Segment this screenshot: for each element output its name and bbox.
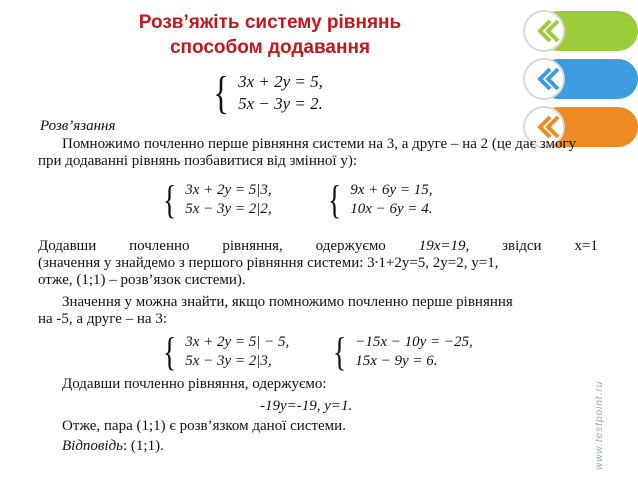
word: 19x=19, bbox=[418, 238, 470, 254]
result-equation: -19y=-19, y=1. bbox=[260, 398, 353, 414]
title-line-2: способом додавання bbox=[169, 37, 371, 58]
paragraph-3-line-1: Значення y можна знайти, якщо помножимо почленно перше рівняння bbox=[62, 294, 513, 310]
word: одержуємо bbox=[315, 238, 386, 254]
system-b-right-eq1: −15x − 10y = −25, bbox=[355, 334, 473, 350]
answer-value: : (1;1). bbox=[123, 438, 164, 454]
paragraph-2-line-3: отже, (1;1) – розв’язок системи). bbox=[38, 272, 246, 288]
word: почленно bbox=[129, 238, 190, 254]
blue-arrow-icon bbox=[520, 56, 638, 102]
brace-icon: { bbox=[327, 177, 342, 222]
system-main bbox=[210, 67, 323, 118]
watermark: www.testpoint.ru bbox=[594, 380, 605, 470]
paragraph-3-line-2: на -5, а друге – на 3: bbox=[38, 311, 167, 327]
system-main-eq1: 3x + 2y = 5, bbox=[238, 72, 323, 91]
answer bbox=[62, 438, 164, 455]
system-a-left-eq2: 5x − 3y = 2|2, bbox=[185, 201, 272, 217]
answer-label: Відповідь bbox=[62, 438, 124, 454]
word: x=1 bbox=[574, 238, 598, 254]
paragraph-4: Додавши почленно рівняння, одержуємо: bbox=[62, 376, 327, 392]
system-a-left bbox=[160, 177, 272, 222]
brace-icon: { bbox=[162, 177, 177, 222]
title-line-1: Розв’яжіть систему рівнянь bbox=[138, 12, 402, 33]
system-a-right-eq1: 9x + 6y = 15, bbox=[350, 182, 433, 198]
system-b-right bbox=[330, 329, 473, 374]
word: Додавши bbox=[38, 238, 97, 254]
brace-icon: { bbox=[162, 329, 177, 374]
word: рівняння, bbox=[222, 238, 283, 254]
system-a-right-eq2: 10x − 6y = 4. bbox=[350, 201, 433, 217]
paragraph-1: Помножимо почленно перше рівняння системи на 3, а друге – на 2 (це дає змогу при додаванні рівнянь позбавитися від змінної y): bbox=[38, 136, 577, 169]
paragraph-5: Отже, пара (1;1) є розв’язком даної системи. bbox=[62, 418, 346, 434]
system-b-right-eq2: 15x − 9y = 6. bbox=[355, 353, 438, 369]
solution-label: Розв’язання bbox=[40, 118, 116, 134]
page-title bbox=[80, 10, 460, 60]
system-b-left-eq2: 5x − 3y = 2|3, bbox=[185, 353, 272, 369]
brace-icon: { bbox=[213, 67, 229, 118]
system-a-right bbox=[325, 177, 433, 222]
paragraph-2-line-1 bbox=[38, 238, 598, 255]
green-arrow-icon bbox=[520, 8, 638, 54]
brace-icon: { bbox=[332, 329, 347, 374]
paragraph-2-line-2: (значення y знайдемо з першого рівняння системи: 3∙1+2y=5, 2y=2, y=1, bbox=[38, 255, 499, 271]
system-main-eq2: 5x − 3y = 2. bbox=[238, 94, 323, 113]
word: звідси bbox=[502, 238, 542, 254]
system-a-left-eq1: 3x + 2y = 5|3, bbox=[185, 182, 272, 198]
system-b-left-eq1: 3x + 2y = 5| − 5, bbox=[185, 334, 290, 350]
system-b-left bbox=[160, 329, 290, 374]
